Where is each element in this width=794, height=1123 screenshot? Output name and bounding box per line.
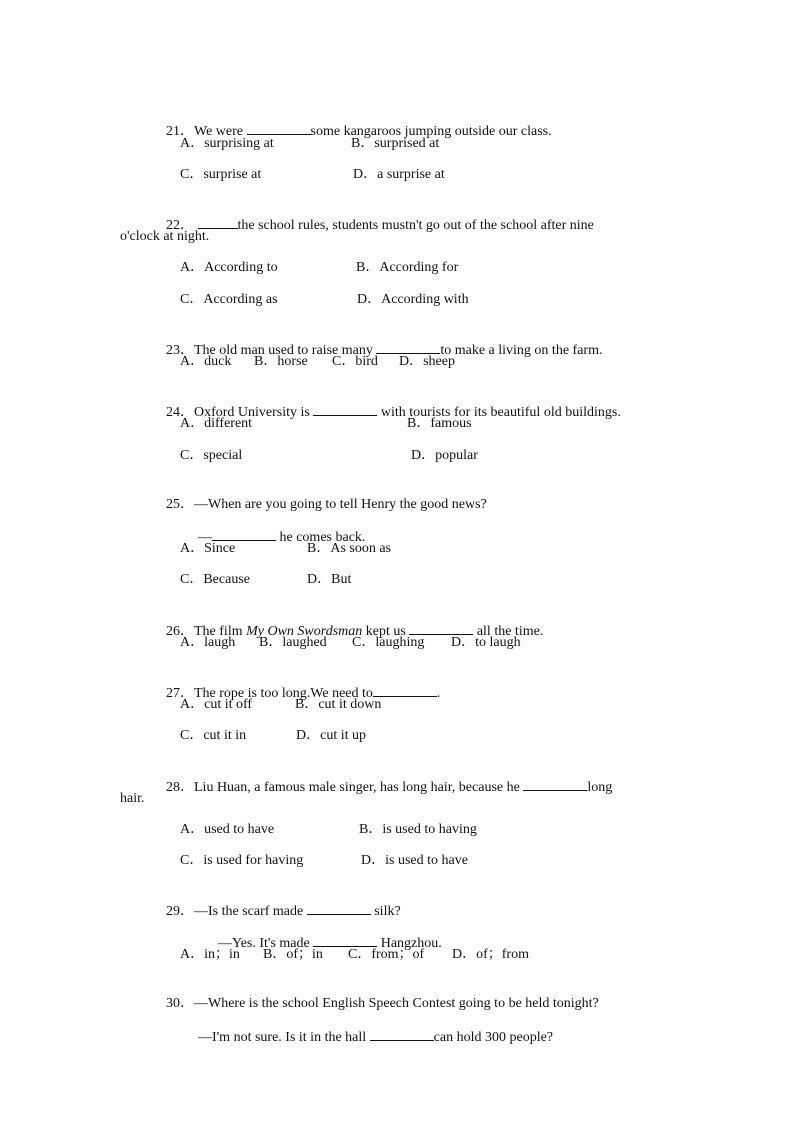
question-number: 25． [166,497,194,512]
question-stem: kept us [362,624,410,639]
question-stem: all the time. [473,624,544,639]
option-a[interactable]: A．cut it off [180,697,253,712]
question-number: 27． [166,686,194,701]
question-stem: —I'm not sure. Is it in the hall [198,1030,370,1045]
option-c[interactable]: C．from；of [348,947,425,962]
option-c[interactable]: C．special [180,448,243,463]
question-number: 21． [166,124,194,139]
option-a[interactable]: A．duck [180,354,232,369]
question-stem: We were [194,124,247,139]
option-b[interactable]: B．As soon as [307,541,392,556]
answer-blank[interactable] [313,402,377,416]
option-c[interactable]: C．laughing [352,635,425,650]
option-a[interactable]: A．surprising at [180,136,274,151]
option-d[interactable]: D．of；from [452,947,529,962]
option-d[interactable]: D．cut it up [296,728,366,743]
question-stem: Oxford University is [194,405,314,420]
question-number: 24． [166,405,194,420]
question-stem-continued: o'clock at night. [120,229,210,244]
option-b[interactable]: B．surprised at [351,136,440,151]
answer-blank[interactable] [313,933,377,947]
option-c[interactable]: C．According as [180,292,278,307]
question-stem: with tourists for its beautiful old buildings. [377,405,621,420]
option-c[interactable]: C．Because [180,572,250,587]
question-stem: Hangzhou. [377,936,442,951]
option-d[interactable]: D．is used to have [361,853,468,868]
answer-blank[interactable] [307,901,371,915]
question-stem: some kangaroos jumping outside our class. [310,124,552,139]
option-a[interactable]: A．Since [180,541,236,556]
question-stem: the school rules, students mustn't go out of the school after nine [237,218,594,233]
option-b[interactable]: B．of；in [263,947,323,962]
question-stem: —When are you going to tell Henry the good news? [194,497,487,512]
question-number: 28． [166,780,194,795]
question-number: 26． [166,624,194,639]
question-28 [152,759,612,815]
option-c[interactable]: C．cut it in [180,728,247,743]
answer-blank[interactable] [247,121,311,135]
answer-blank[interactable] [212,527,276,541]
question-stem: can hold 300 people? [433,1030,554,1045]
option-a[interactable]: A．laugh [180,635,236,650]
answer-blank[interactable] [370,1027,434,1041]
option-d[interactable]: D．sheep [399,354,455,369]
question-stem: The film [194,624,247,639]
question-number: 23． [166,343,194,358]
option-a[interactable]: A．used to have [180,822,275,837]
answer-blank[interactable] [376,340,440,354]
question-stem: silk? [370,904,401,919]
question-number: 29． [166,904,194,919]
option-d[interactable]: D．popular [411,448,478,463]
question-stem: The rope is too long.We need to [194,686,373,701]
question-stem-continued: hair. [120,791,145,806]
option-c[interactable]: C．surprise at [180,167,262,182]
option-d[interactable]: D．But [307,572,352,587]
question-number: 22． [166,218,194,233]
option-b[interactable]: B．According for [356,260,459,275]
option-d[interactable]: D．a surprise at [353,167,445,182]
option-b[interactable]: B．is used to having [359,822,477,837]
question-stem: —Yes. It's made [218,936,314,951]
option-b[interactable]: B．horse [254,354,308,369]
answer-blank[interactable] [373,683,437,697]
question-stem: he comes back. [276,530,366,545]
option-b[interactable]: B．cut it down [295,697,382,712]
option-a[interactable]: A．different [180,416,253,431]
option-a[interactable]: A．According to [180,260,278,275]
question-stem: The old man used to raise many [194,343,377,358]
answer-blank[interactable] [198,215,238,229]
option-a[interactable]: A．in；in [180,947,240,962]
question-stem: —Is the scarf made [194,904,307,919]
option-c[interactable]: C．is used for having [180,853,304,868]
question-stem: . [436,686,441,701]
question-number: 30． [166,996,194,1011]
question-reply [184,1009,553,1065]
question-stem: to make a living on the farm. [440,343,603,358]
question-22 [152,197,594,253]
dash: — [198,530,212,545]
option-b[interactable]: B．famous [407,416,472,431]
option-b[interactable]: B．laughed [259,635,327,650]
option-d[interactable]: D．to laugh [451,635,521,650]
answer-blank[interactable] [409,621,473,635]
question-stem: Liu Huan, a famous male singer, has long hair, because he [194,780,524,795]
option-c[interactable]: C．bird [332,354,378,369]
question-stem: long [587,780,613,795]
answer-blank[interactable] [523,777,587,791]
option-d[interactable]: D．According with [357,292,469,307]
question-stem: —Where is the school English Speech Contest going to be held tonight? [194,996,599,1011]
film-title: My Own Swordsman [246,624,363,639]
